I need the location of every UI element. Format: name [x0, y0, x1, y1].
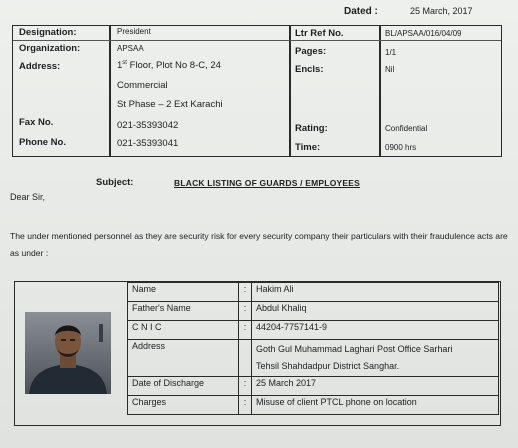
- charges-label: Charges: [128, 396, 239, 415]
- header-divider: [289, 26, 291, 156]
- dated-label: Dated :: [344, 6, 378, 17]
- encls-label: Encls:: [295, 64, 324, 75]
- organization-label: Organization:: [19, 43, 81, 54]
- subject-title: BLACK LISTING OF GUARDS / EMPLOYEES: [174, 178, 360, 188]
- time-label: Time:: [295, 142, 321, 153]
- colon: :: [239, 302, 252, 321]
- address-line-3: St Phase – 2 Ext Karachi: [117, 99, 223, 110]
- person-photo: [25, 312, 111, 394]
- pages-label: Pages:: [295, 46, 327, 57]
- ltr-ref-label: Ltr Ref No.: [295, 28, 344, 39]
- discharge-date-label: Date of Discharge: [128, 377, 239, 396]
- phone-label: Phone No.: [19, 137, 66, 148]
- charges-value: Misuse of client PTCL phone on location: [252, 396, 499, 415]
- personnel-record: [14, 281, 501, 426]
- table-row: [128, 377, 499, 396]
- address-line-1: 1st Floor, Plot No 8-C, 24: [117, 60, 221, 72]
- colon: :: [239, 396, 252, 415]
- designation-label: Designation:: [19, 27, 77, 38]
- colon: :: [239, 321, 252, 340]
- table-row: [128, 340, 499, 377]
- salutation: Dear Sir,: [10, 192, 46, 202]
- colon: [239, 340, 252, 377]
- table-row: [128, 302, 499, 321]
- person-address-value: [252, 340, 499, 377]
- cnic-label: C N I C: [128, 321, 239, 340]
- person-address-line-2: Tehsil Shahdadpur District Sanghar.: [256, 361, 400, 371]
- designation-value: President: [117, 27, 151, 36]
- discharge-date-value: 25 March 2017: [252, 377, 499, 396]
- header-row-divider: [13, 40, 501, 41]
- letter-header-table: [12, 25, 502, 157]
- colon: :: [239, 283, 252, 302]
- dated: [344, 6, 473, 17]
- father-name-label: Father's Name: [128, 302, 239, 321]
- table-row: [128, 283, 499, 302]
- address-line-2: Commercial: [117, 80, 168, 91]
- rating-value: Confidential: [385, 124, 428, 133]
- rating-label: Rating:: [295, 123, 328, 134]
- address-label: Address:: [19, 61, 61, 72]
- ltr-ref-value: BL/APSAA/016/04/09: [385, 29, 462, 38]
- personnel-details-table: [127, 282, 499, 415]
- name-label: Name: [128, 283, 239, 302]
- header-divider: [109, 26, 111, 156]
- name-value: Hakim Ali: [252, 283, 499, 302]
- body-paragraph: The under mentioned personnel as they are security risk for every security company their particulars with their fraudulence acts are as under :: [10, 231, 508, 258]
- fax-label: Fax No.: [19, 117, 54, 128]
- person-address-label: Address: [128, 340, 239, 377]
- person-photo-image: [25, 312, 111, 394]
- pages-value: 1/1: [385, 48, 397, 57]
- time-value: 0900 hrs: [385, 143, 417, 152]
- phone-value: 021-35393041: [117, 138, 179, 149]
- dated-value: 25 March, 2017: [410, 6, 473, 16]
- encls-value: Nil: [385, 65, 395, 74]
- table-row: [128, 396, 499, 415]
- father-name-value: Abdul Khaliq: [252, 302, 499, 321]
- header-divider: [379, 26, 381, 156]
- table-row: [128, 321, 499, 340]
- person-address-line-1: Goth Gul Muhammad Laghari Post Office Sarhari: [256, 344, 453, 354]
- fax-value: 021-35393042: [117, 120, 179, 131]
- organization-value: APSAA: [117, 44, 144, 53]
- colon: :: [239, 377, 252, 396]
- cnic-value: 44204-7757141-9: [252, 321, 499, 340]
- subject-label: Subject:: [96, 177, 134, 188]
